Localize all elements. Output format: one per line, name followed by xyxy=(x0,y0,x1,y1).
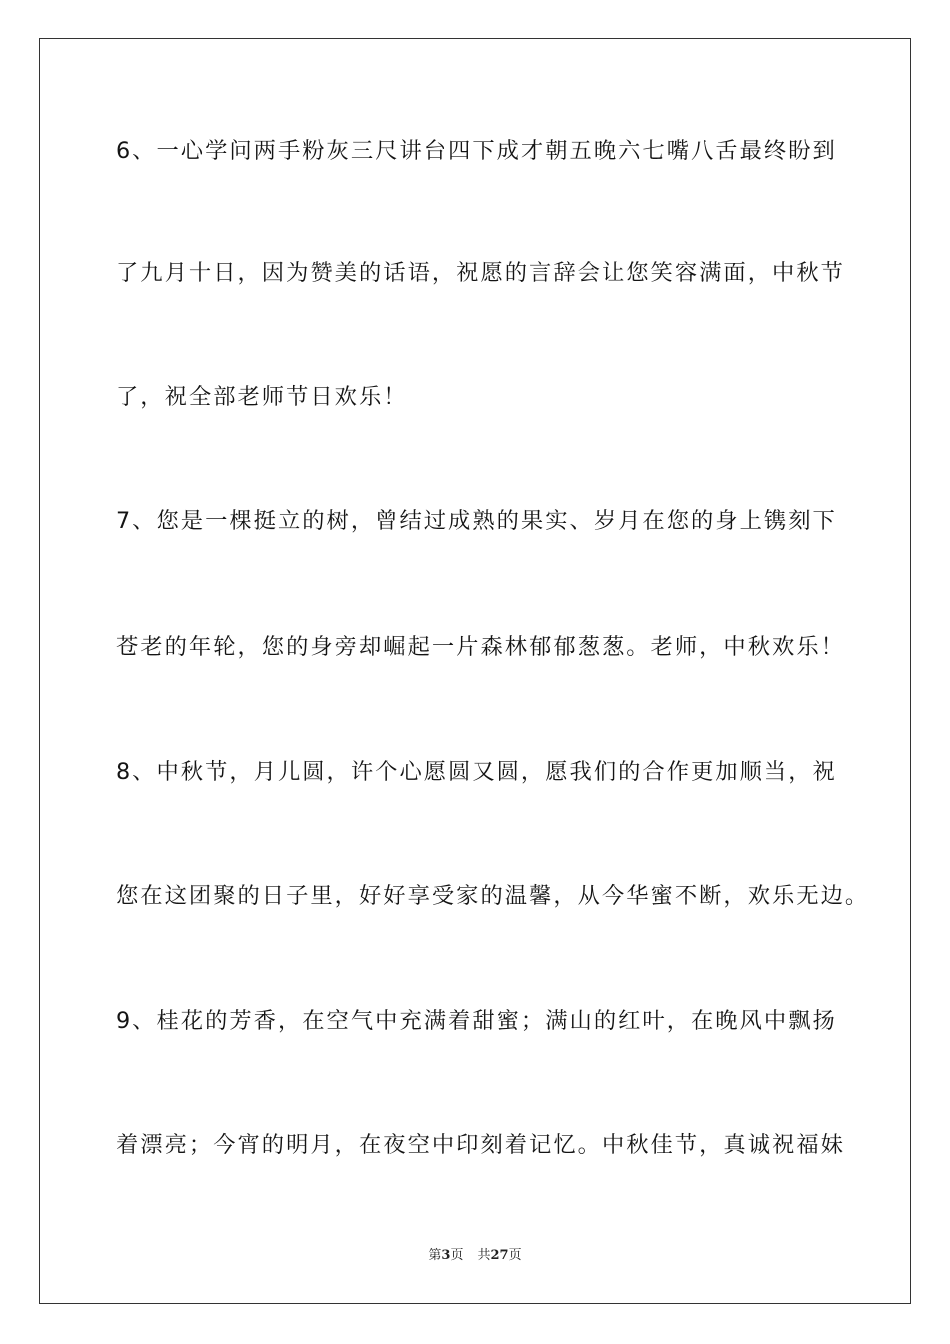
page-number: 3 xyxy=(441,1248,451,1263)
page-suffix: 页 xyxy=(450,1248,464,1263)
text-line: 8、中秋节，月儿圆，许个心愿圆又圆，愿我们的合作更加顺当，祝 xyxy=(116,759,837,785)
text-line: 9、桂花的芳香，在空气中充满着甜蜜；满山的红叶，在晚风中飘扬 xyxy=(116,1008,837,1034)
text-line: 7、您是一棵挺立的树，曾结过成熟的果实、岁月在您的身上镌刻下 xyxy=(116,508,837,534)
total-suffix: 页 xyxy=(508,1248,522,1263)
page-footer xyxy=(0,1248,950,1264)
page-border xyxy=(39,38,911,1304)
text-line: 您在这团聚的日子里，好好享受家的温馨，从今华蜜不断，欢乐无边。 xyxy=(116,883,870,909)
text-line: 6、一心学问两手粉灰三尺讲台四下成才朝五晚六七嘴八舌最终盼到 xyxy=(116,138,837,164)
text-line: 苍老的年轮，您的身旁却崛起一片森林郁郁葱葱。老师，中秋欢乐！ xyxy=(116,634,845,660)
total-pages: 27 xyxy=(490,1248,509,1263)
text-line: 着漂亮；今宵的明月，在夜空中印刻着记忆。中秋佳节，真诚祝福妹 xyxy=(116,1132,845,1158)
page-prefix: 第 xyxy=(428,1248,442,1263)
text-line: 了九月十日，因为赞美的话语，祝愿的言辞会让您笑容满面，中秋节 xyxy=(116,260,845,286)
total-prefix: 共 xyxy=(477,1248,491,1263)
text-line: 了，祝全部老师节日欢乐！ xyxy=(116,384,408,410)
